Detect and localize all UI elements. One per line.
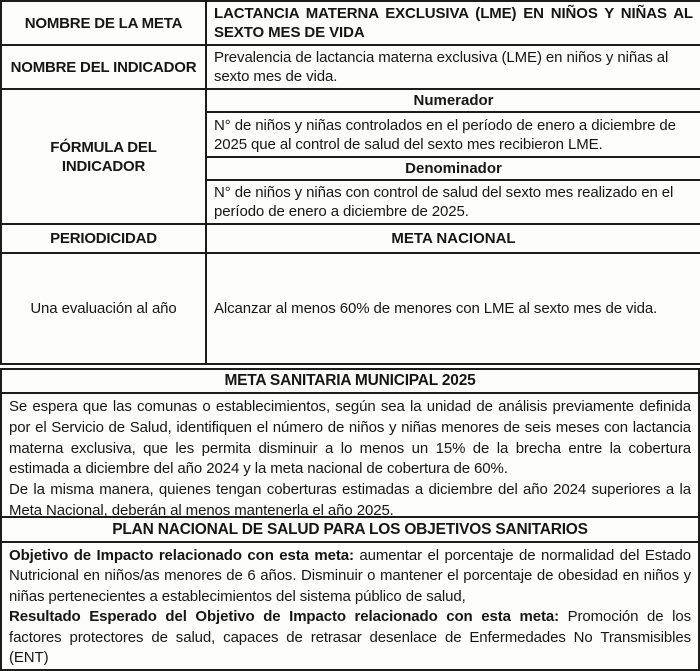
meta-nacional-label: META NACIONAL — [206, 224, 700, 253]
table-row — [1, 1, 700, 45]
meta-sanitaria-paragraph-2: De la misma manera, quienes tengan coberturas estimadas a diciembre del año 2024 superiores a la Meta Nacional, deberán al menos mantenerla el año 2025. — [9, 481, 691, 519]
table-row — [1, 45, 700, 89]
denominador-header: Denominador — [206, 157, 700, 180]
resultado-esperado-text: Promoción de los factores protectores de salud, capaces de retrasar desenlace de Enfermedades No Transmisibles (ENT) — [9, 608, 691, 667]
formula-indicador-label: FÓRMULA DEL INDICADOR — [1, 89, 206, 224]
meta-sanitaria-body — [0, 392, 700, 518]
objetivo-impacto-label: Objetivo de Impacto relacionado con esta meta: — [9, 547, 354, 564]
table-row — [1, 224, 700, 253]
periodicidad-label: PERIODICIDAD — [1, 224, 206, 253]
nombre-indicador-label: NOMBRE DEL INDICADOR — [1, 45, 206, 89]
denominador-text: N° de niños y niñas con control de salud del sexto mes realizado en el período de enero a diciembre de 2025. — [206, 180, 700, 224]
table-row — [1, 253, 700, 364]
numerador-header: Numerador — [206, 89, 700, 112]
periodicidad-value: Una evaluación al año — [1, 253, 206, 364]
nombre-meta-value: LACTANCIA MATERNA EXCLUSIVA (LME) EN NIÑOS Y NIÑAS AL SEXTO MES DE VIDA — [206, 1, 700, 45]
table-row — [1, 89, 700, 112]
meta-nacional-value: Alcanzar al menos 60% de menores con LME al sexto mes de vida. — [206, 253, 700, 364]
nombre-indicador-value: Prevalencia de lactancia materna exclusiva (LME) en niños y niñas al sexto mes de vida. — [206, 45, 700, 89]
plan-nacional-body — [0, 541, 700, 671]
meta-sanitaria-title: META SANITARIA MUNICIPAL 2025 — [224, 372, 476, 389]
meta-sanitaria-paragraph-1: Se espera que las comunas o establecimientos, según sea la unidad de análisis previamente definida por el Servicio de Salud, identifiquen el número de niños y niñas menores de seis meses con lactancia materna exclusiva, que les permita disminuir a lo menos un 15% de la brecha entre la cobertura estimada a diciembre del año 2024 y la meta nacional de cobertura de 60%. — [9, 398, 691, 478]
meta-sanitaria-header — [0, 368, 700, 394]
objetivo-impacto-text: aumentar el porcentaje de normalidad del Estado Nutricional en niños/as menores de 6 años. Disminuir o mantener el porcentaje de obesidad en niños y niñas pertenecientes a establecimientos del sistema público de salud, — [9, 547, 691, 605]
resultado-esperado-paragraph — [9, 607, 691, 668]
nombre-meta-label: NOMBRE DE LA META — [1, 1, 206, 45]
numerador-text: N° de niños y niñas controlados en el período de enero a diciembre de 2025 que al control de salud del sexto mes recibieron LME. — [206, 112, 700, 157]
objetivo-impacto-paragraph — [9, 546, 691, 607]
resultado-esperado-label: Resultado Esperado del Objetivo de Impacto relacionado con esta meta: — [9, 608, 559, 626]
plan-nacional-title: PLAN NACIONAL DE SALUD PARA LOS OBJETIVOS SANITARIOS — [112, 520, 588, 538]
